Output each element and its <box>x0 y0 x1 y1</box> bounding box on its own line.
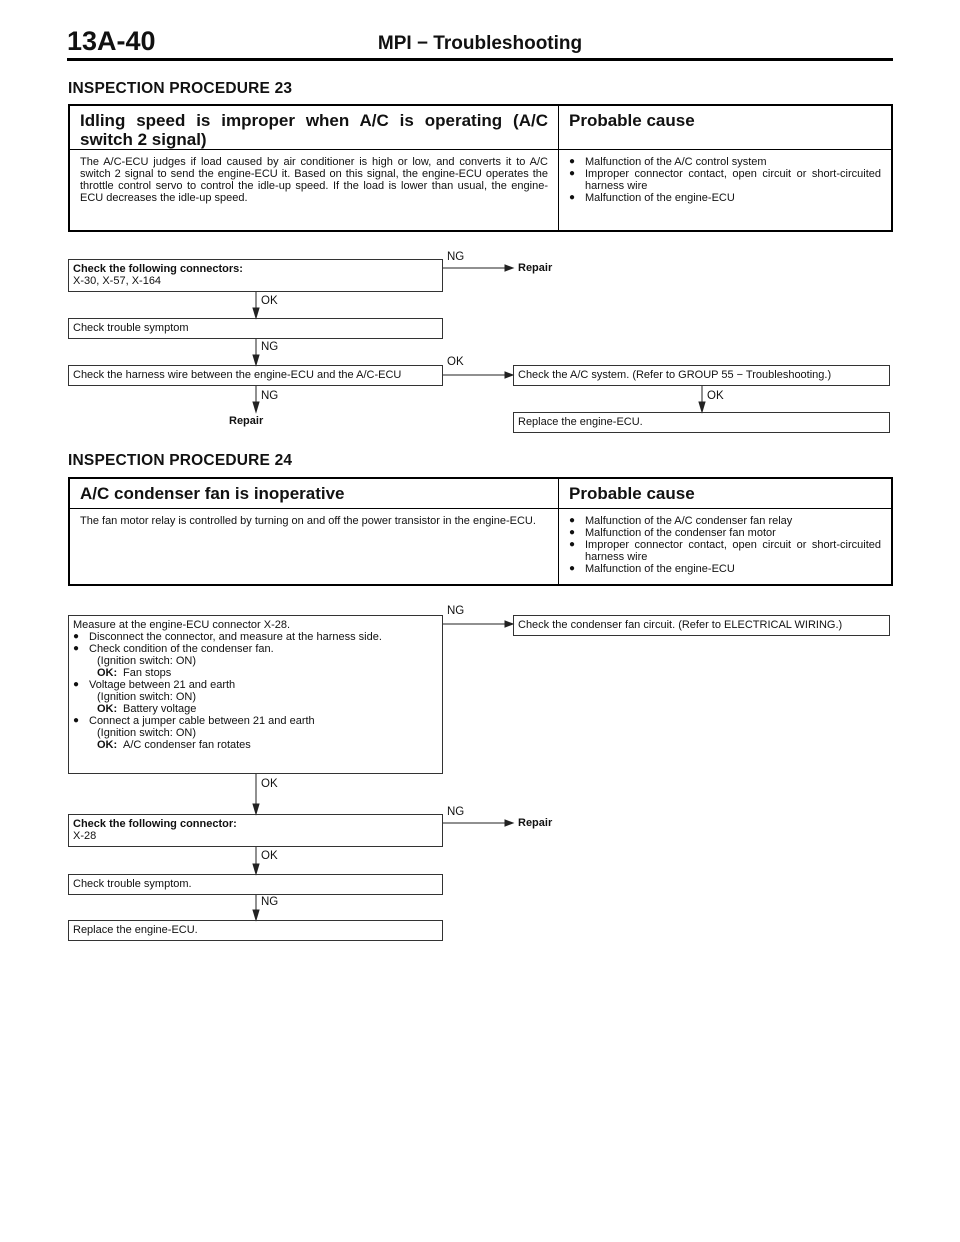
ng-label: NG <box>261 896 279 908</box>
arrow-head <box>253 864 259 874</box>
ok-value: Battery voltage <box>123 703 197 715</box>
ng-label: NG <box>447 806 465 818</box>
arrow-head <box>253 804 259 814</box>
symptom-description: The A/C-ECU judges if load caused by air conditioner is high or low, and converts it to A/C switch 2 signal to send the engine-ECU it. Based on this signal, the engine-ECU operates the throttle control servo to control the idle-up speed. If the load is lower than usual, the engine-ECU decreases the idle-up speed. <box>70 150 559 230</box>
ok-key: OK: <box>97 703 118 715</box>
ok-label: OK <box>447 356 464 368</box>
step-condition: (Ignition switch: ON) <box>97 727 197 739</box>
arrow-head <box>505 265 513 271</box>
flow-step-check-connectors <box>68 259 443 292</box>
result-repair: Repair <box>518 817 553 829</box>
ng-label: NG <box>447 605 465 617</box>
step-bullet: ● Check condition of the condenser fan. <box>73 643 438 655</box>
cause-item: ● Malfunction of the engine-ECU <box>569 192 881 204</box>
step-detail: X-28 <box>73 830 97 842</box>
probable-cause-list <box>559 509 891 584</box>
step-bullet: ● Voltage between 21 and earth <box>73 679 438 691</box>
flow-step-check-connector <box>68 814 443 847</box>
step-ok-criterion <box>73 739 438 751</box>
flow-step-check-symptom: Check trouble symptom <box>68 318 443 339</box>
step-condition: (Ignition switch: ON) <box>97 691 197 703</box>
cause-item: ● Improper connector contact, open circuit or short-circuited harness wire <box>569 539 881 563</box>
probable-cause-heading: Probable cause <box>569 484 695 503</box>
step-ok-criterion <box>73 703 438 715</box>
flow-step-check-symptom: Check trouble symptom. <box>68 874 443 895</box>
result-repair: Repair <box>518 262 553 274</box>
page-number: 13A-40 <box>67 26 156 56</box>
ng-label: NG <box>447 251 465 263</box>
ng-label: NG <box>261 341 279 353</box>
step-title: Measure at the engine-ECU connector X-28. <box>73 619 291 631</box>
ok-key: OK: <box>97 667 118 679</box>
probable-cause-heading: Probable cause <box>569 111 695 130</box>
ok-label: OK <box>261 850 278 862</box>
flow-step-measure-connector <box>68 615 443 774</box>
ok-value: Fan stops <box>123 667 172 679</box>
cause-item: ● Malfunction of the A/C condenser fan relay <box>569 515 881 527</box>
arrow-head <box>253 308 259 318</box>
result-repair: Repair <box>229 415 264 427</box>
arrow-head <box>505 820 513 826</box>
step-title: Check the following connector: <box>73 818 237 830</box>
step-ok-criterion <box>73 667 438 679</box>
cause-item: ● Malfunction of the engine-ECU <box>569 563 881 575</box>
cause-item: ● Malfunction of the condenser fan motor <box>569 527 881 539</box>
procedure-24-title: INSPECTION PROCEDURE 24 <box>68 452 293 469</box>
symptom-heading: Idling speed is improper when A/C is operating (A/C switch 2 signal) <box>70 106 559 149</box>
arrow-head <box>699 402 705 412</box>
cause-item: ● Malfunction of the A/C control system <box>569 156 881 168</box>
ok-key: OK: <box>97 739 118 751</box>
arrow-head <box>253 910 259 920</box>
arrow-head <box>253 355 259 365</box>
ok-value: A/C condenser fan rotates <box>123 739 251 751</box>
flow-step-check-ac-system: Check the A/C system. (Refer to GROUP 55 − Troubleshooting.) <box>513 365 890 386</box>
page-title: MPI − Troubleshooting <box>377 33 583 54</box>
flow-step-replace-ecu: Replace the engine-ECU. <box>68 920 443 941</box>
step-title: Check the following connectors: <box>73 263 243 275</box>
symptom-heading: A/C condenser fan is inoperative <box>70 479 559 508</box>
ok-label: OK <box>707 390 724 402</box>
flow-step-replace-ecu: Replace the engine-ECU. <box>513 412 890 433</box>
procedure-23-title: INSPECTION PROCEDURE 23 <box>68 80 293 97</box>
symptom-description: The fan motor relay is controlled by turning on and off the power transistor in the engine-ECU. <box>70 509 559 584</box>
flow-step-check-fan-circuit: Check the condenser fan circuit. (Refer to ELECTRICAL WIRING.) <box>513 615 890 636</box>
ok-label: OK <box>261 295 278 307</box>
cause-item: ● Improper connector contact, open circuit or short-circuited harness wire <box>569 168 881 192</box>
flow-step-check-harness: Check the harness wire between the engine-ECU and the A/C-ECU <box>68 365 443 386</box>
procedure-24-table <box>68 477 893 586</box>
arrow-head <box>253 402 259 412</box>
step-bullet: ● Disconnect the connector, and measure at the harness side. <box>73 631 438 643</box>
ng-label: NG <box>261 390 279 402</box>
ok-label: OK <box>261 778 278 790</box>
step-detail: X-30, X-57, X-164 <box>73 275 162 287</box>
arrow-head <box>505 621 513 627</box>
arrow-head <box>505 372 513 378</box>
step-bullet: ● Connect a jumper cable between 21 and earth <box>73 715 438 727</box>
step-condition: (Ignition switch: ON) <box>97 655 197 667</box>
